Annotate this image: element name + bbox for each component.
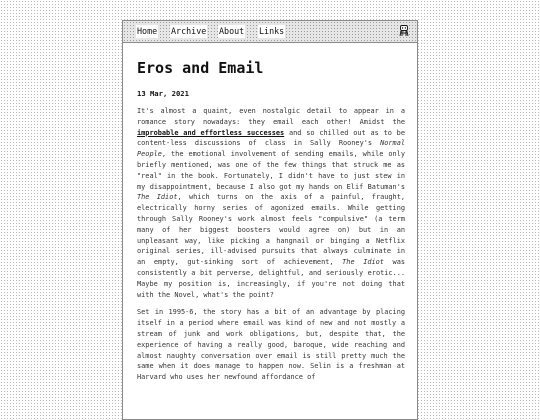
book-title-the-idiot-2: The Idiot <box>342 258 384 267</box>
nav-home-link[interactable]: Home <box>137 26 158 36</box>
nav-links-link[interactable]: Links <box>259 26 285 36</box>
book-title-the-idiot: The Idiot <box>137 193 178 202</box>
p1-text-5: was consistently a bit perverse, delightful, and seriously erotic... Maybe my position is, increasingly, if you're not doing that with the Novel, what's the point? <box>137 258 405 299</box>
p1-text-2: and so chilled out as to be content-less discussions of class in Sally Rooney's <box>137 128 405 148</box>
p1-text-4: , which turns on the axis of a painful, fraught, electrically horny series of agonized emails. While getting through Sally Rooney's work almost feels "compulsive" (a term many of her biggest boosters would agree on) but in an unpleasant way, like picking a hangnail or binging a Netflix original series, ill-advised pursuits that always culminate in an empty, gut-sinking sort of achievement, <box>137 193 405 267</box>
p1-text-3: , the emotional involvement of sending emails, while only briefly mentioned, was one of the few things that struck me as "real" in the book. Fortunately, I didn't have to just stew in my disappointment, because I also got my hands on Elif Batuman's <box>137 150 405 191</box>
nav-about-link[interactable]: About <box>219 26 245 36</box>
top-nav-bar <box>123 21 417 43</box>
book-title-normal-people: Normal People <box>137 139 405 159</box>
p1-text-1: It's almost a quaint, even nostalgic detail to appear in a romance story nowadays: they email each other! Amidst the <box>137 107 405 126</box>
page-container <box>122 20 418 420</box>
paragraph-1 <box>137 106 405 300</box>
paragraph-2: Set in 1995-6, the story has a bit of an advantage by placing itself in a period where email was kind of new and not mostly a stream of junk and work obligations, but, despite that, the experience of having a really good, baroque, wide reaching and almost naughty conversation over email is still pretty much the same when it does manage to happen now. Selin is a freshman at Harvard who uses her newfound affordance of <box>137 308 405 382</box>
post-date: 13 Mar, 2021 <box>137 89 189 98</box>
post-title: Eros and Email <box>137 59 264 77</box>
successes-link[interactable]: improbable and effortless successes <box>137 128 285 137</box>
post-body <box>137 106 405 390</box>
nav-archive-link[interactable]: Archive <box>171 26 207 36</box>
sloth-icon[interactable] <box>399 25 409 37</box>
